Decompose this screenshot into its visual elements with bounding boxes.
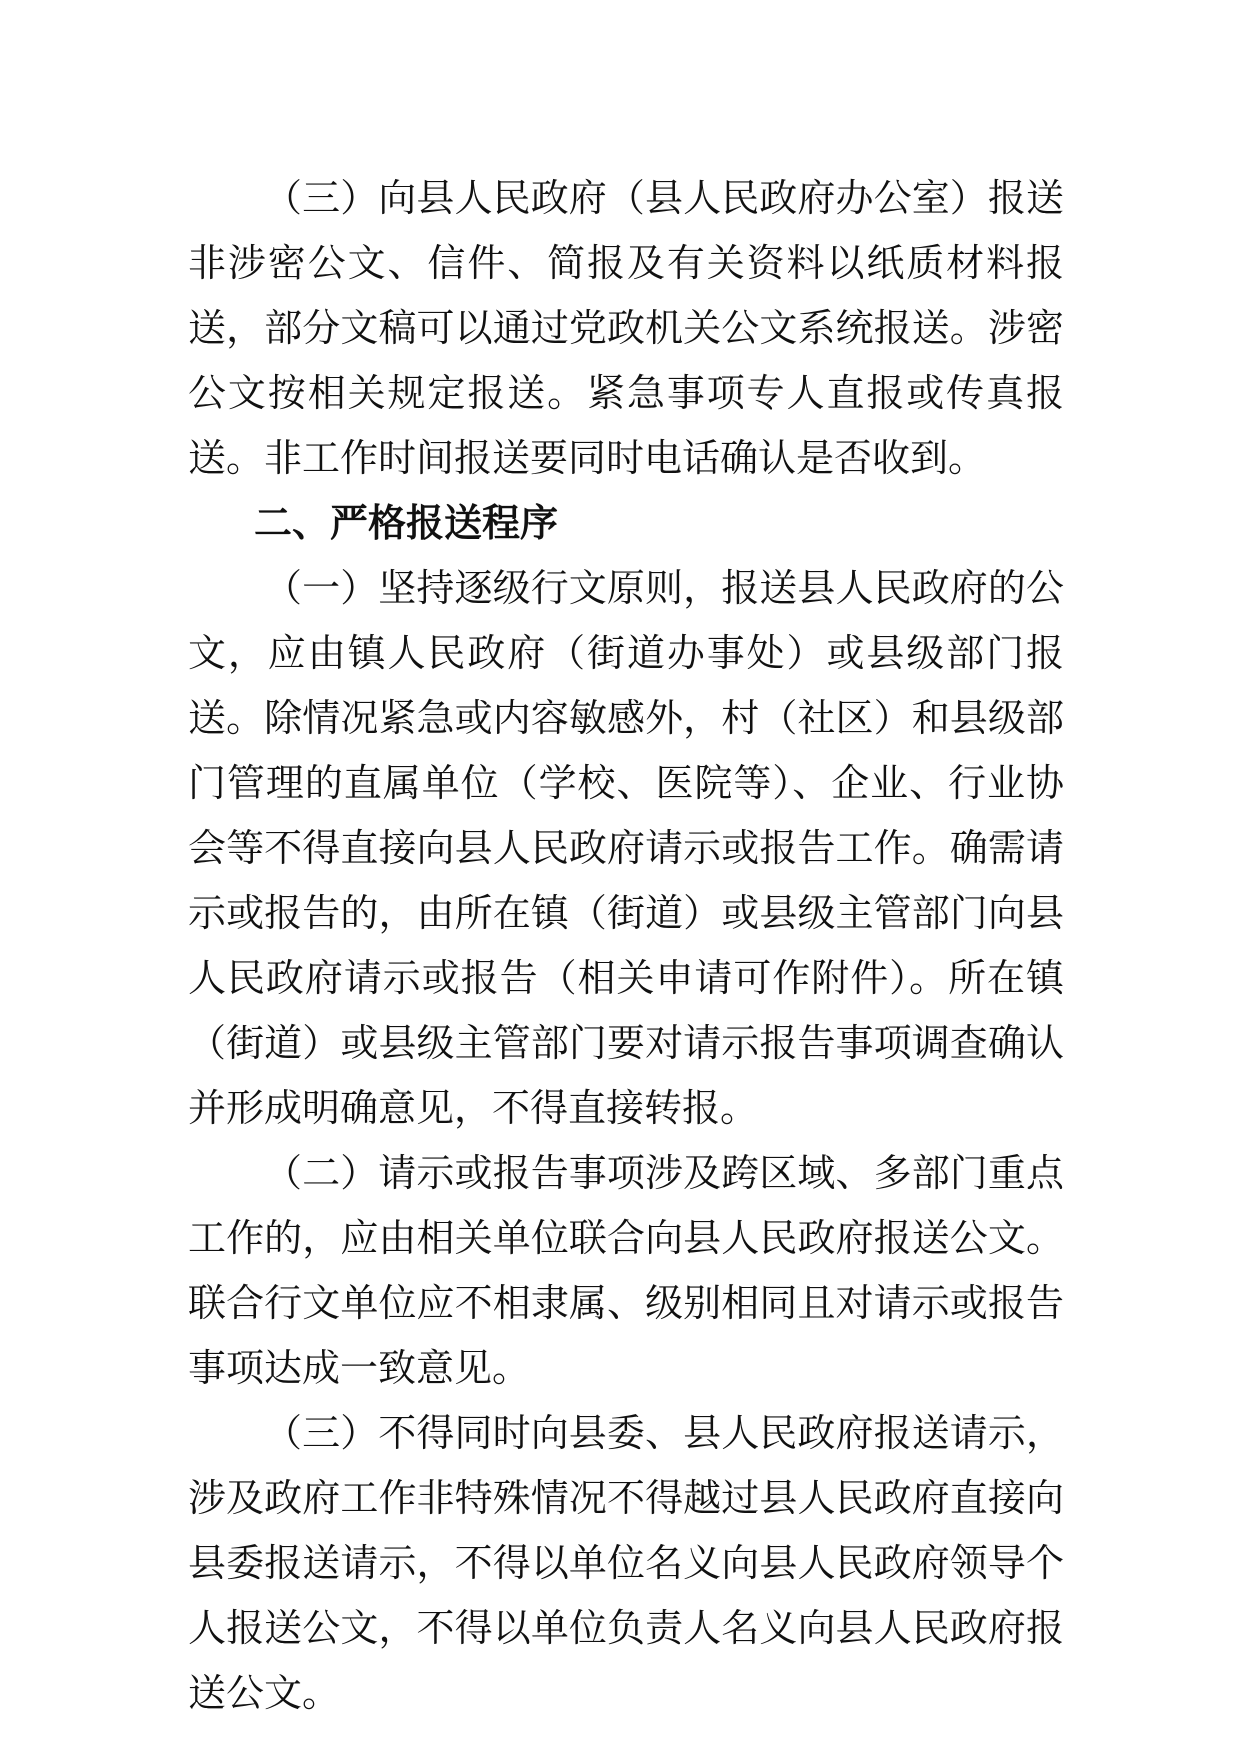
paragraph-item-1-level-by-level: （一）坚持逐级行文原则，报送县人民政府的公文，应由镇人民政府（街道办事处）或县级部门报送。除情况紧急或内容敏感外，村（社区）和县级部门管理的直属单位（学校、医院等）、企业、行业协会等不得直接向县人民政府请示或报告工作。确需请示或报告的，由所在镇（街道）或县级主管部门向县人民政府请示或报告（相关申请可作附件）。所在镇（街道）或县级主管部门要对请示报告事项调查确认并形成明确意见，不得直接转报。 — [188, 566, 1064, 1130]
paragraph-item-2-joint-submission: （二）请示或报告事项涉及跨区域、多部门重点工作的，应由相关单位联合向县人民政府报送公文。联合行文单位应不相隶属、级别相同且对请示或报告事项达成一致意见。 — [188, 1151, 1064, 1390]
paragraph-item-3-prohibitions: （三）不得同时向县委、县人民政府报送请示，涉及政府工作非特殊情况不得越过县人民政府直接向县委报送请示，不得以单位名义向县人民政府领导个人报送公文，不得以单位负责人名义向县人民政府报送公文。 — [188, 1411, 1064, 1715]
section-heading-strict-procedure: 二、严格报送程序 — [254, 501, 559, 545]
paragraph-item-3-submission-methods: （三）向县人民政府（县人民政府办公室）报送非涉密公文、信件、简报及有关资料以纸质材料报送，部分文稿可以通过党政机关公文系统报送。涉密公文按相关规定报送。紧急事项专人直报或传真报送。非工作时间报送要同时电话确认是否收到。 — [188, 176, 1064, 480]
document-body — [188, 166, 1064, 1726]
